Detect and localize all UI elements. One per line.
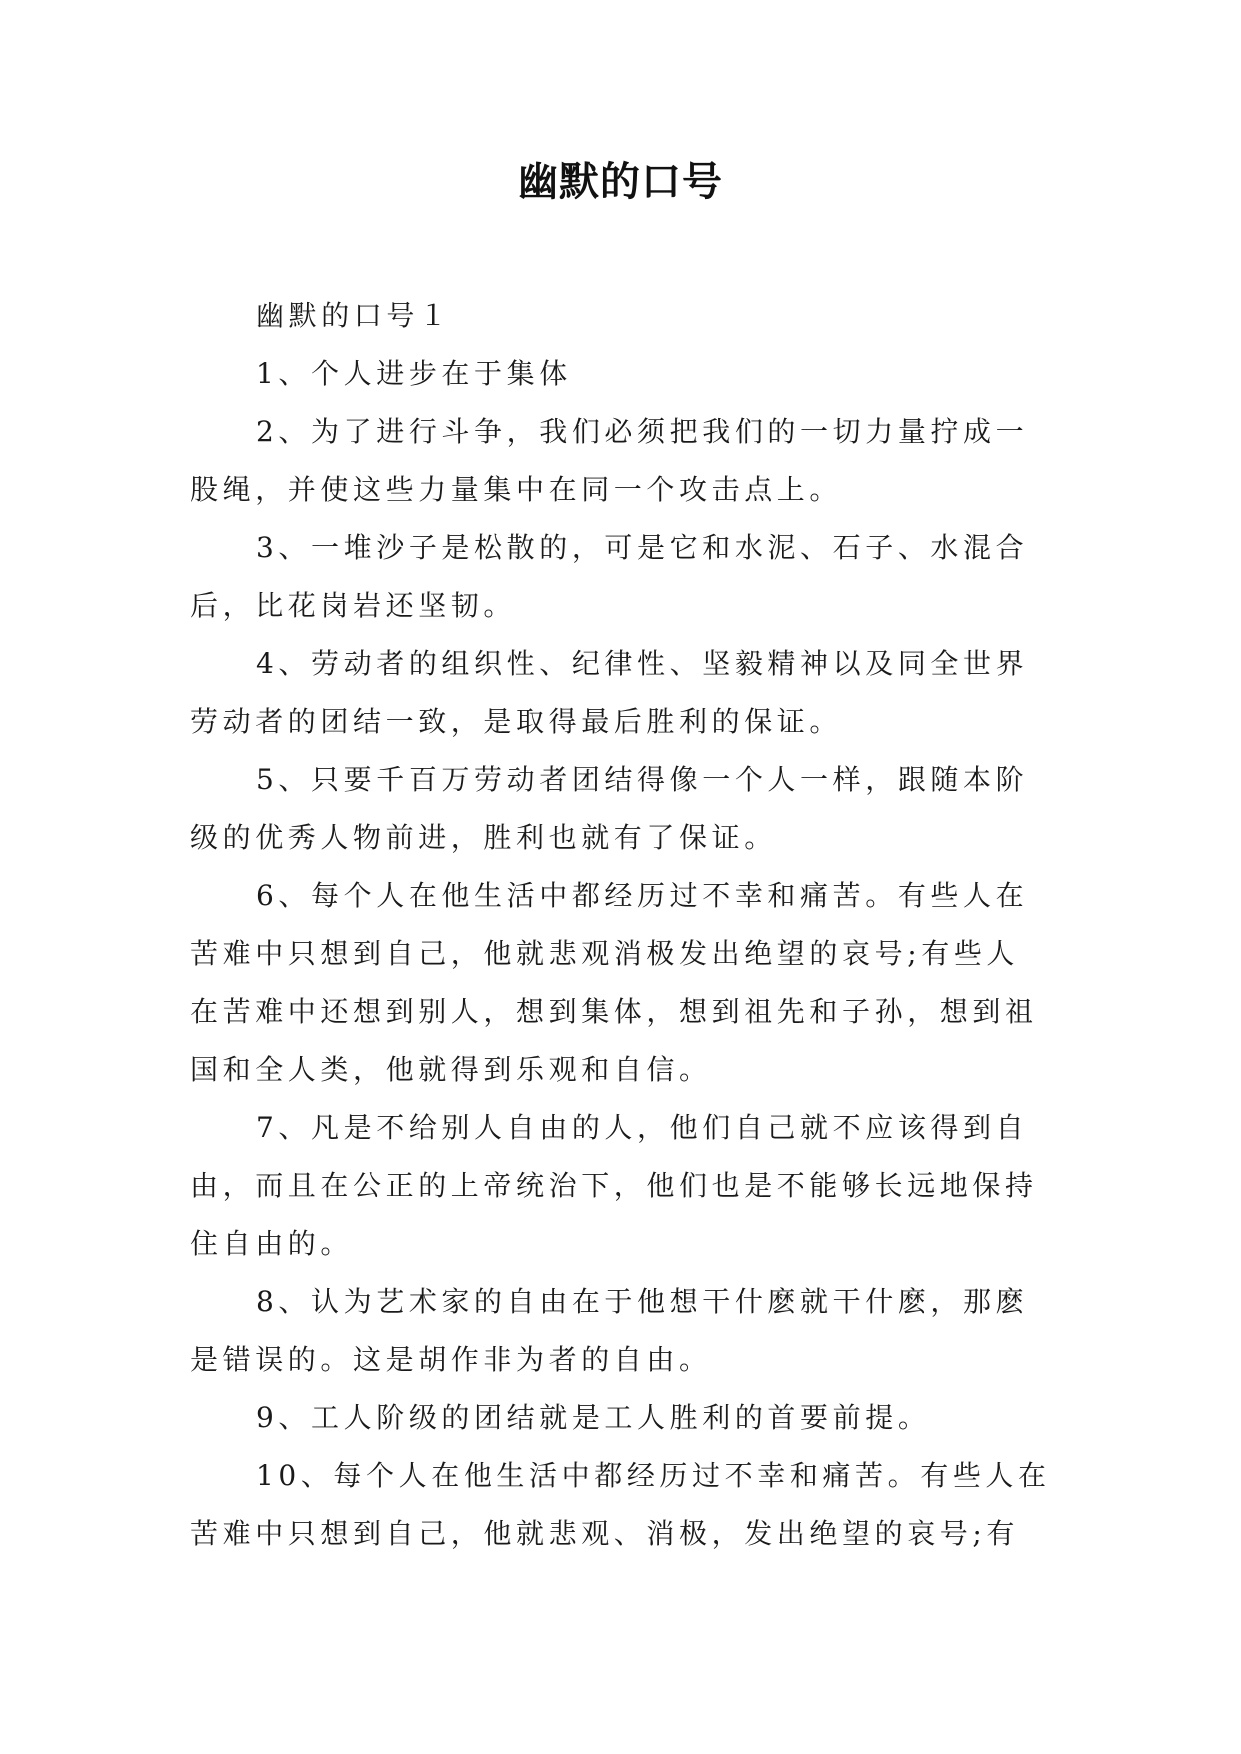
paragraph-first-line: 2、为了进行斗争，我们必须把我们的一切力量拧成一 bbox=[256, 415, 1029, 448]
paragraph-continuation-line: 是错误的。这是胡作非为者的自由。 bbox=[190, 1343, 712, 1376]
paragraph-first-line: 5、只要千百万劳动者团结得像一个人一样，跟随本阶 bbox=[256, 763, 1029, 796]
paragraph-continuation-line: 由，而且在公正的上帝统治下，他们也是不能够长远地保持 bbox=[190, 1169, 1038, 1202]
paragraph-first-line: 6、每个人在他生活中都经历过不幸和痛苦。有些人在 bbox=[256, 879, 1029, 912]
paragraph-first-line: 1、个人进步在于集体 bbox=[256, 357, 572, 390]
paragraph-continuation-line: 国和全人类，他就得到乐观和自信。 bbox=[190, 1053, 712, 1086]
paragraph-continuation-line: 苦难中只想到自己，他就悲观消极发出绝望的哀号;有些人 bbox=[190, 937, 1020, 970]
paragraph-continuation-line: 后，比花岗岩还坚韧。 bbox=[190, 589, 517, 622]
paragraph-continuation-line: 在苦难中还想到别人，想到集体，想到祖先和子孙，想到祖 bbox=[190, 995, 1038, 1028]
paragraph-continuation-line: 苦难中只想到自己，他就悲观、消极，发出绝望的哀号;有 bbox=[190, 1517, 1020, 1550]
paragraph-first-line: 3、一堆沙子是松散的，可是它和水泥、石子、水混合 bbox=[256, 531, 1029, 564]
paragraph-first-line: 9、工人阶级的团结就是工人胜利的首要前提。 bbox=[256, 1401, 931, 1434]
paragraph-continuation-line: 住自由的。 bbox=[190, 1227, 354, 1260]
paragraph-first-line: 10、每个人在他生活中都经历过不幸和痛苦。有些人在 bbox=[256, 1459, 1051, 1492]
paragraph-first-line: 幽默的口号１ bbox=[256, 299, 452, 332]
document-title: 幽默的口号 bbox=[518, 159, 723, 205]
paragraph-first-line: 7、凡是不给别人自由的人，他们自己就不应该得到自 bbox=[256, 1111, 1029, 1144]
paragraph-first-line: 8、认为艺术家的自由在于他想干什麽就干什麽，那麽 bbox=[256, 1285, 1029, 1318]
paragraph-continuation-line: 级的优秀人物前进，胜利也就有了保证。 bbox=[190, 821, 777, 854]
paragraph-continuation-line: 劳动者的团结一致，是取得最后胜利的保证。 bbox=[190, 705, 843, 738]
document-body bbox=[190, 287, 1055, 1563]
paragraph-first-line: 4、劳动者的组织性、纪律性、坚毅精神以及同全世界 bbox=[256, 647, 1029, 680]
paragraph-continuation-line: 股绳，并使这些力量集中在同一个攻击点上。 bbox=[190, 473, 843, 506]
